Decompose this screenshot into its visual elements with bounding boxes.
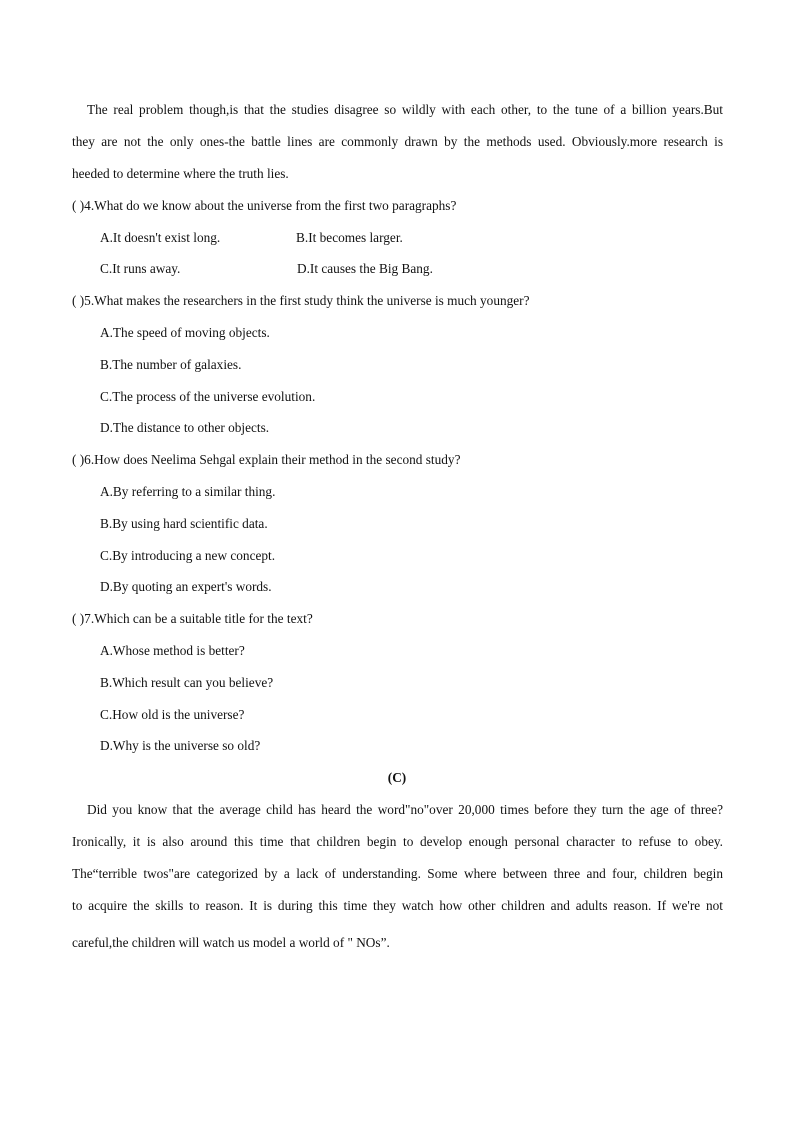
paragraph-line: heeded to determine where the truth lies.	[72, 166, 289, 181]
paragraph-line: Did you know that the average child has heard the word"no"over 20,000 times before they turn the age of three?	[87, 802, 723, 817]
option-b: B.The number of galaxies.	[100, 357, 242, 372]
question-stem: ( )5.What makes the researchers in the first study think the universe is much younger?	[72, 293, 530, 308]
paragraph-line: Ironically, it is also around this time that children begin to develop enough personal character to refuse to obey.	[72, 834, 723, 849]
paragraph-line: careful,the children will watch us model a world of " NOs”.	[72, 935, 390, 950]
option-b: B.It becomes larger.	[296, 230, 403, 245]
question-stem: ( )7.Which can be a suitable title for the text?	[72, 611, 313, 626]
paragraph-line: The“terrible twos"are categorized by a lack of understanding. Some where between three and four, children begin	[72, 866, 723, 881]
option-a: A.The speed of moving objects.	[100, 325, 270, 340]
question-stem: ( )6.How does Neelima Sehgal explain their method in the second study?	[72, 452, 461, 467]
option-c: C.How old is the universe?	[100, 707, 245, 722]
paragraph-line: they are not the only ones-the battle lines are commonly drawn by the methods used. Obviously.more research is	[72, 134, 723, 149]
paragraph-line: The real problem though,is that the studies disagree so wildly with each other, to the tune of a billion years.But	[87, 102, 723, 117]
option-d: D.It causes the Big Bang.	[297, 261, 433, 276]
option-a: A.By referring to a similar thing.	[100, 484, 276, 499]
option-d: D.Why is the universe so old?	[100, 738, 261, 753]
section-heading: (C)	[387, 770, 407, 785]
option-b: B.By using hard scientific data.	[100, 516, 268, 531]
option-a: A.Whose method is better?	[100, 643, 245, 658]
option-d: D.The distance to other objects.	[100, 420, 270, 435]
option-c: C.It runs away.	[100, 261, 181, 276]
option-a: A.It doesn't exist long.	[100, 230, 221, 245]
option-c: C.The process of the universe evolution.	[100, 389, 316, 404]
paragraph-line: to acquire the skills to reason. It is during this time they watch how other children and adults reason. If we're not	[72, 898, 723, 913]
option-b: B.Which result can you believe?	[100, 675, 274, 690]
option-c: C.By introducing a new concept.	[100, 548, 276, 563]
question-stem: ( )4.What do we know about the universe from the first two paragraphs?	[72, 198, 457, 213]
option-d: D.By quoting an expert's words.	[100, 579, 272, 594]
